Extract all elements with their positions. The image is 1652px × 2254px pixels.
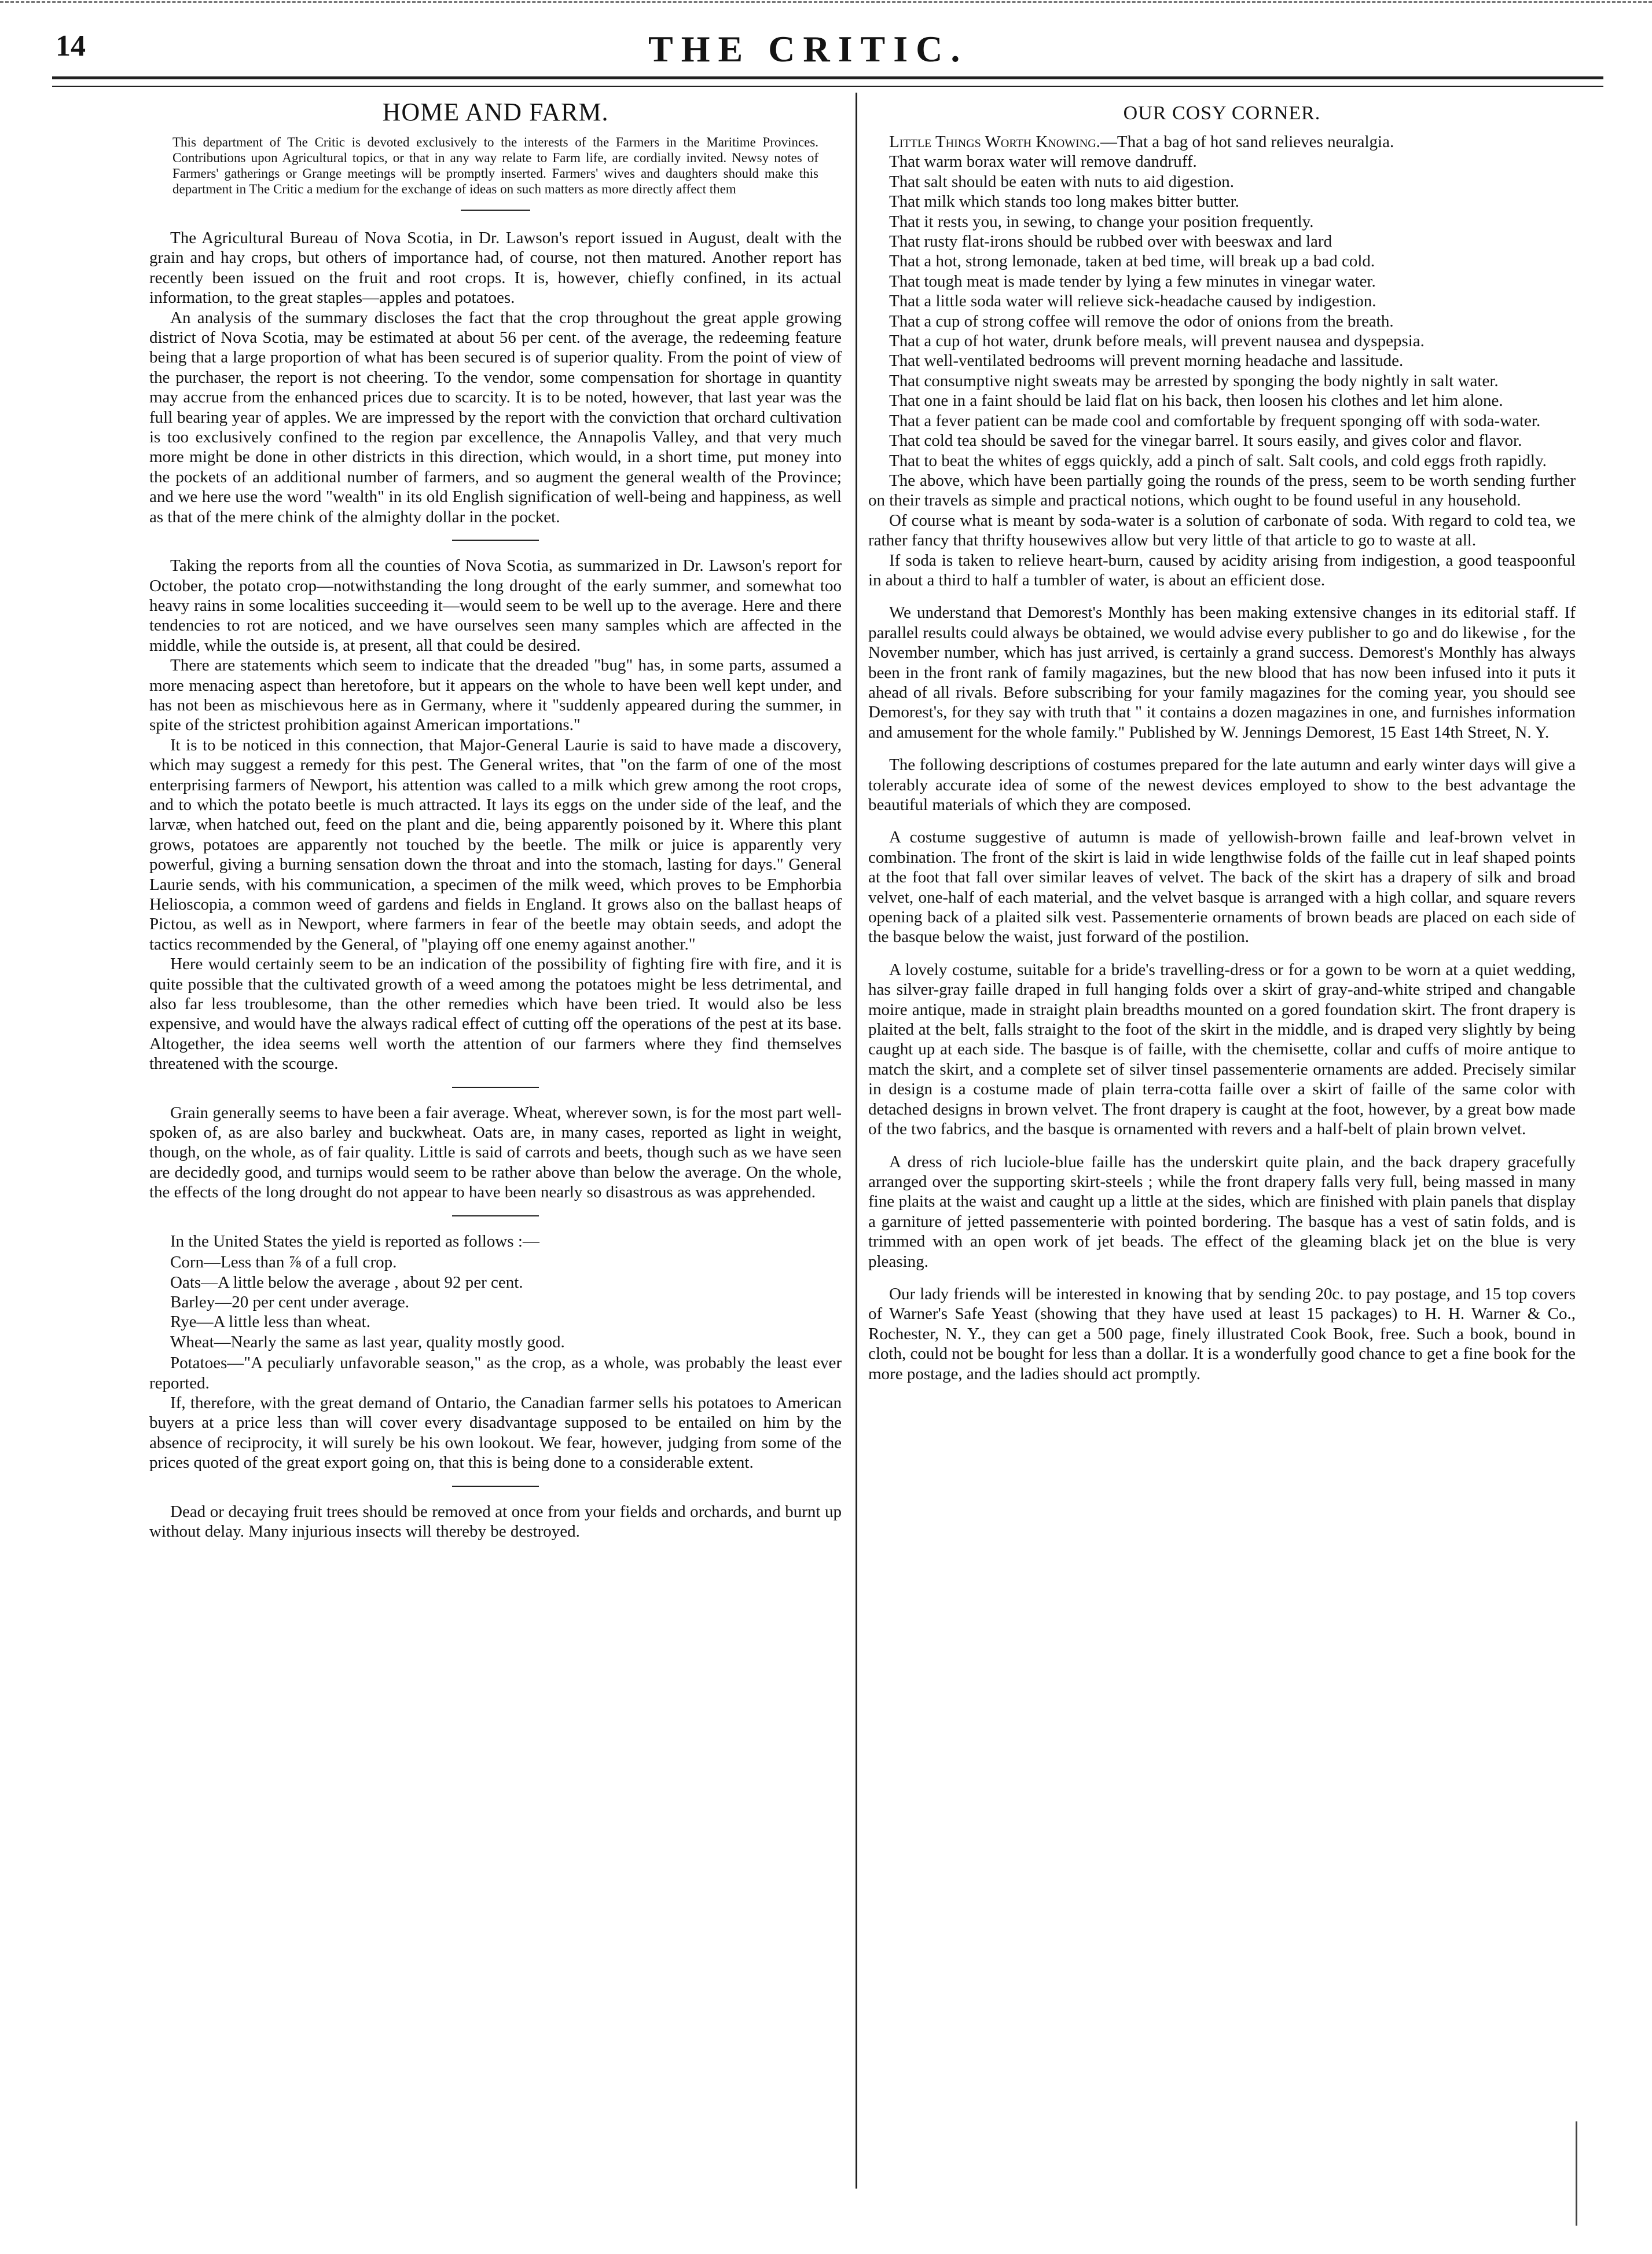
tip-item: That rusty flat-irons should be rubbed over with beeswax and lard bbox=[889, 232, 1332, 251]
article-paragraph: The above, which have been partially going the rounds of the press, seem to be worth sending further on their travels as simple and practical notions, which ought to be found useful in any household. bbox=[868, 471, 1576, 510]
article-paragraph: A dress of rich luciole-blue faille has the underskirt quite plain, and the back drapery gracefully arranged over the supporting skirt-steels ; while the front drapery falls very full, being massed in many fine plaits at the waist and caught up a little at the sides, which are finished with plain panels that display a garniture of jetted passementerie with pointed bordering. The basque has a vest of satin folds, and is trimmed with an open work of jet beads. The effect of the gleaming black jet on the blue is very pleasing. bbox=[868, 1152, 1576, 1271]
paragraph-gap bbox=[868, 590, 1576, 603]
yield-intro: In the United States the yield is reported as follows :— bbox=[170, 1232, 539, 1251]
article-paragraph: The following descriptions of costumes prepared for the late autumn and early winter days will give a tolerably accurate idea of some of the newest devices employed to show to the best advantage the beautiful materials of which they are composed. bbox=[868, 756, 1576, 814]
masthead-rule-thick bbox=[52, 76, 1603, 79]
tip-item: That it rests you, in sewing, to change your position frequently. bbox=[889, 212, 1314, 231]
tip-item: That warm borax water will remove dandruff. bbox=[889, 152, 1197, 171]
tip-item: That one in a faint should be laid flat on his back, then loosen his clothes and let him alone. bbox=[889, 391, 1503, 411]
yield-item: Wheat—Nearly the same as last year, quality mostly good. bbox=[170, 1332, 565, 1351]
yield-item: Oats—A little below the average , about 92 per cent. bbox=[170, 1273, 523, 1292]
tip-item: That tough meat is made tender by lying a few minutes in vinegar water. bbox=[889, 272, 1376, 291]
tip-item: That salt should be eaten with nuts to aid digestion. bbox=[889, 172, 1235, 191]
tip-item: That a hot, strong lemonade, taken at bed time, will break up a bad cold. bbox=[889, 252, 1375, 271]
department-intro: This department of The Critic is devoted exclusively to the interests of the Farmers in the Maritime Provinces. Contributions upon Agricultural topics, or that in any way relate to Farm life, are cordially invited. Newsy notes of Farmers' gatherings or Grange meetings will be promptly inserted. Farmers' wives and daughters should make this department in The Critic a medium for the exchange of ideas on such matters as more directly affect them bbox=[172, 135, 818, 196]
page-number: 14 bbox=[56, 30, 86, 63]
our-cosy-corner-column bbox=[868, 95, 1576, 1384]
article-paragraph: If soda is taken to relieve heart-burn, caused by acidity arising from indigestion, a good teaspoonful in about a third to half a tumbler of water, is about an efficient dose. bbox=[868, 551, 1576, 589]
article-paragraph: Dead or decaying fruit trees should be removed at once from your fields and orchards, and burnt up without delay. Many injurious insects will thereby be destroyed. bbox=[149, 1502, 842, 1541]
article-paragraph: Grain generally seems to have been a fair average. Wheat, wherever sown, is for the most part well-spoken of, as are also barley and buckwheat. Oats are, in many cases, reported as light in weight, though, on the whole, as of fair quality. Little is said of carrots and beets, though such as we have seen are decidedly good, and turnips would seem to be rather above than below the average. On the whole, the effects of the long drought do not appear to have been nearly so disastrous as was apprehended. bbox=[149, 1103, 842, 1202]
yield-item: Barley—20 per cent under average. bbox=[170, 1292, 410, 1311]
article-divider bbox=[452, 1486, 539, 1487]
paragraph-gap bbox=[868, 1271, 1576, 1284]
section-title-cosy-corner: OUR COSY CORNER. bbox=[1123, 102, 1321, 124]
article-paragraph: There are statements which seem to indicate that the dreaded "bug" has, in some parts, assumed a more menacing aspect than heretofore, but it appears on the whole to have been well kept under, and has not been as mischievous here as in Germany, where it "suddenly appeared during the summer, in spite of the strictest prohibition against American importations." bbox=[149, 656, 842, 735]
article-paragraph: It is to be noticed in this connection, that Major-General Laurie is said to have made a discovery, which may suggest a remedy for this pest. The General writes, that "on the farm of one of the most enterprising farmers of Newport, his attention was called to a milk which grew among the root crops, and to which the potato beetle is much attracted. It lays its eggs on the under side of the leaf, and the larvæ, when hatched out, feed on the plant and die, being apparently poisoned by it. Where this plant grows, potatoes are apparently not touched by the beetle. The milk or juice is apparently very powerful, giving a burning sensation down the throat and into the stomach, lasting for days." General Laurie sends, with his communication, a specimen of the milk weed, which proves to be Emphorbia Helioscopia, a common weed of gardens and fields in England. It grows also on the ballast heaps of Pictou, as well as in Newport, where farmers in fear of the beetle may obtain seeds, and adopt the tactics recommended by the General, of "playing off one enemy against another." bbox=[149, 735, 842, 954]
tip-item: That cold tea should be saved for the vinegar barrel. It sours easily, and gives color and flavor. bbox=[889, 431, 1522, 450]
paragraph-gap bbox=[868, 1139, 1576, 1152]
tip-item: That well-ventilated bedrooms will prevent morning headache and lassitude. bbox=[889, 351, 1404, 371]
yield-item-potatoes: Potatoes—"A peculiarly unfavorable season," as the crop, as a whole, was probably the least ever reported. bbox=[149, 1354, 842, 1392]
article-divider bbox=[452, 1087, 539, 1088]
margin-mark bbox=[1576, 2121, 1577, 2226]
article-paragraph: Of course what is meant by soda-water is a solution of carbonate of soda. With regard to cold tea, we rather fancy that thrifty housewives allow but very little of that article to go to waste at all. bbox=[868, 511, 1576, 550]
article-paragraph: The Agricultural Bureau of Nova Scotia, in Dr. Lawson's report issued in August, dealt with the grain and hay crops, but others of importance had, of course, not then matured. Another report has recently been issued on the fruit and root crops. It is, however, chiefly confined, in its actual information, to the great staples—apples and potatoes. bbox=[149, 229, 842, 307]
article-paragraph: A lovely costume, suitable for a bride's travelling-dress or for a gown to be worn at a quiet wedding, has silver-gray faille draped in full hanging folds over a skirt of gray-and-white striped and changable moire antique, made in straight plain breadths mounted on a gored foundation skirt. The front drapery is plaited at the belt, falls straight to the foot of the skirt in the middle, and is draped very slightly by being caught up at each side. The basque is of faille, with the chemisette, collar and cuffs of moire antique to match the skirt, and a complete set of silver tinsel passementerie ornaments are added. Precisely similar in design is a costume made of plain terra-cotta faille over a skirt of faille of the same color with detached designs in brown velvet. The front drapery is caught at the foot, however, by a great bow made of the two fabrics, and the basque is ornamented with revers and a half-belt of plain brown velvet. bbox=[868, 960, 1576, 1139]
article-paragraph: A costume suggestive of autumn is made of yellowish-brown faille and leaf-brown velvet in combination. The front of the skirt is laid in wide lengthwise folds of the faille cut in leaf shaped points at the foot that fall over similar leaves of velvet. The back of the skirt has a drapery of silk and broad velvet, one-half of each material, and the velvet basque is arranged with a high collar, and square revers opening back of a plaited silk vest. Passementerie ornaments of brown beads are placed on each side of the basque below the waist, just forward of the postilion. bbox=[868, 828, 1576, 947]
intro-divider bbox=[461, 210, 530, 211]
tips-lead bbox=[868, 132, 1576, 152]
article-divider bbox=[452, 1215, 539, 1216]
tip-item: That a cup of strong coffee will remove the odor of onions from the breath. bbox=[889, 311, 1394, 331]
yield-item: Corn—Less than ⅞ of a full crop. bbox=[170, 1253, 397, 1272]
masthead-title: THE CRITIC. bbox=[648, 28, 968, 69]
tip-item: That a little soda water will relieve sick-headache caused by indigestion. bbox=[889, 292, 1376, 311]
column-divider bbox=[856, 93, 857, 2189]
section-title-home-and-farm: HOME AND FARM. bbox=[382, 98, 609, 126]
yield-list bbox=[170, 1252, 842, 1352]
tip-item: That milk which stands too long makes bitter butter. bbox=[889, 192, 1239, 211]
article-paragraph: Taking the reports from all the counties of Nova Scotia, as summarized in Dr. Lawson's report for October, the potato crop—notwithstanding the long drought of the early summer, and somewhat too heavy rains in some localities succeeding it—would seem to be well up to the average. Here and there tendencies to rot are noticed, and we have ourselves seen many samples which are affected in the middle, while the outside is, at present, all that could be desired. bbox=[149, 556, 842, 655]
home-and-farm-column bbox=[149, 95, 842, 1541]
masthead-rule-thin bbox=[52, 86, 1603, 87]
tip-item: That consumptive night sweats may be arrested by sponging the body nightly in salt water. bbox=[889, 371, 1499, 390]
tip-item: That a cup of hot water, drunk before meals, will prevent nausea and dyspepsia. bbox=[889, 332, 1425, 351]
tip-item: That a fever patient can be made cool and comfortable by frequent sponging off with soda-water. bbox=[889, 411, 1541, 430]
article-paragraph: Here would certainly seem to be an indication of the possibility of fighting fire with fire, and it is quite possible that the cultivated growth of a weed among the potatoes might be less detrimental, and also far less troublesome, than the other remedies which have been tried. It would also be less expensive, and would have the always radical effect of cutting off the operations of the pest at its base. Altogether, the idea seems well worth the attention of our farmers where they find themselves threatened with the scourge. bbox=[149, 955, 842, 1073]
paragraph-gap bbox=[868, 815, 1576, 827]
article-paragraph: Our lady friends will be interested in knowing that by sending 20c. to pay postage, and 15 top covers of Warner's Safe Yeast (showing that they have used at least 15 packages) to H. H. Warner & Co., Rochester, N. Y., they can get a 500 page, finely illustrated Cook Book, free. Such a book, bound in cloth, could not be bought for less than a dollar. It is a wonderfully good chance to get a fine book for the more postage, and the ladies should act promptly. bbox=[868, 1284, 1576, 1383]
tips-heading: Little Things Worth Knowing. bbox=[889, 133, 1100, 151]
article-paragraph: We understand that Demorest's Monthly has been making extensive changes in its editorial staff. If parallel results could always be obtained, we would advise every publisher to go and do likewise , for the November number, which has just arrived, is certainly a grand success. Demorest's Monthly has always been in the front rank of family magazines, but the new blood that has now been infused into it puts it ahead of all rivals. Before subscribing for your family magazines for the coming year, you should see Demorest's, for they say with truth that " it contains a dozen magazines in one, and furnishes information and amusement for the whole family." Published by W. Jennings Demorest, 15 East 14th Street, N. Y. bbox=[868, 603, 1576, 742]
tip-item: That to beat the whites of eggs quickly, add a pinch of salt. Salt cools, and cold eggs froth rapidly. bbox=[889, 451, 1547, 470]
top-border-rule bbox=[0, 1, 1652, 3]
article-divider bbox=[452, 540, 539, 541]
article-paragraph: If, therefore, with the great demand of Ontario, the Canadian farmer sells his potatoes to American buyers at a price less than will cover every disadvantage supposed to be entailed on him by the absence of reciprocity, it will surely be his own lookout. We fear, however, judging from some of the prices quoted of the great export going on, that this is being done to a considerable extent. bbox=[149, 1393, 842, 1472]
tip-item: —That a bag of hot sand relieves neuralgia. bbox=[1100, 133, 1394, 151]
article-paragraph: An analysis of the summary discloses the fact that the crop throughout the great apple growing district of Nova Scotia, may be estimated at about 56 per cent. of the average, the redeeming feature being that a large proportion of what has been secured is of superior quality. From the point of view of the purchaser, the report is not cheering. To the vendor, some compensation for shortage in quantity may accrue from the enhanced prices due to scarcity. It is to be noted, however, that last year was the full bearing year of apples. We are impressed by the report with the conviction that orchard cultivation is too exclusively confined to the region par excellence, the Annapolis Valley, and that very much more might be done in other districts in this direction, which would, in a short time, put money into the pockets of an additional number of farmers, and so augment the general wealth of the Province; and we here use the word "wealth" in its old English signification of well-being and happiness, as well as that of the mere chink of the almighty dollar in the pocket. bbox=[149, 308, 842, 526]
yield-item: Rye—A little less than wheat. bbox=[170, 1313, 370, 1332]
paragraph-gap bbox=[868, 947, 1576, 960]
paragraph-gap bbox=[868, 742, 1576, 755]
